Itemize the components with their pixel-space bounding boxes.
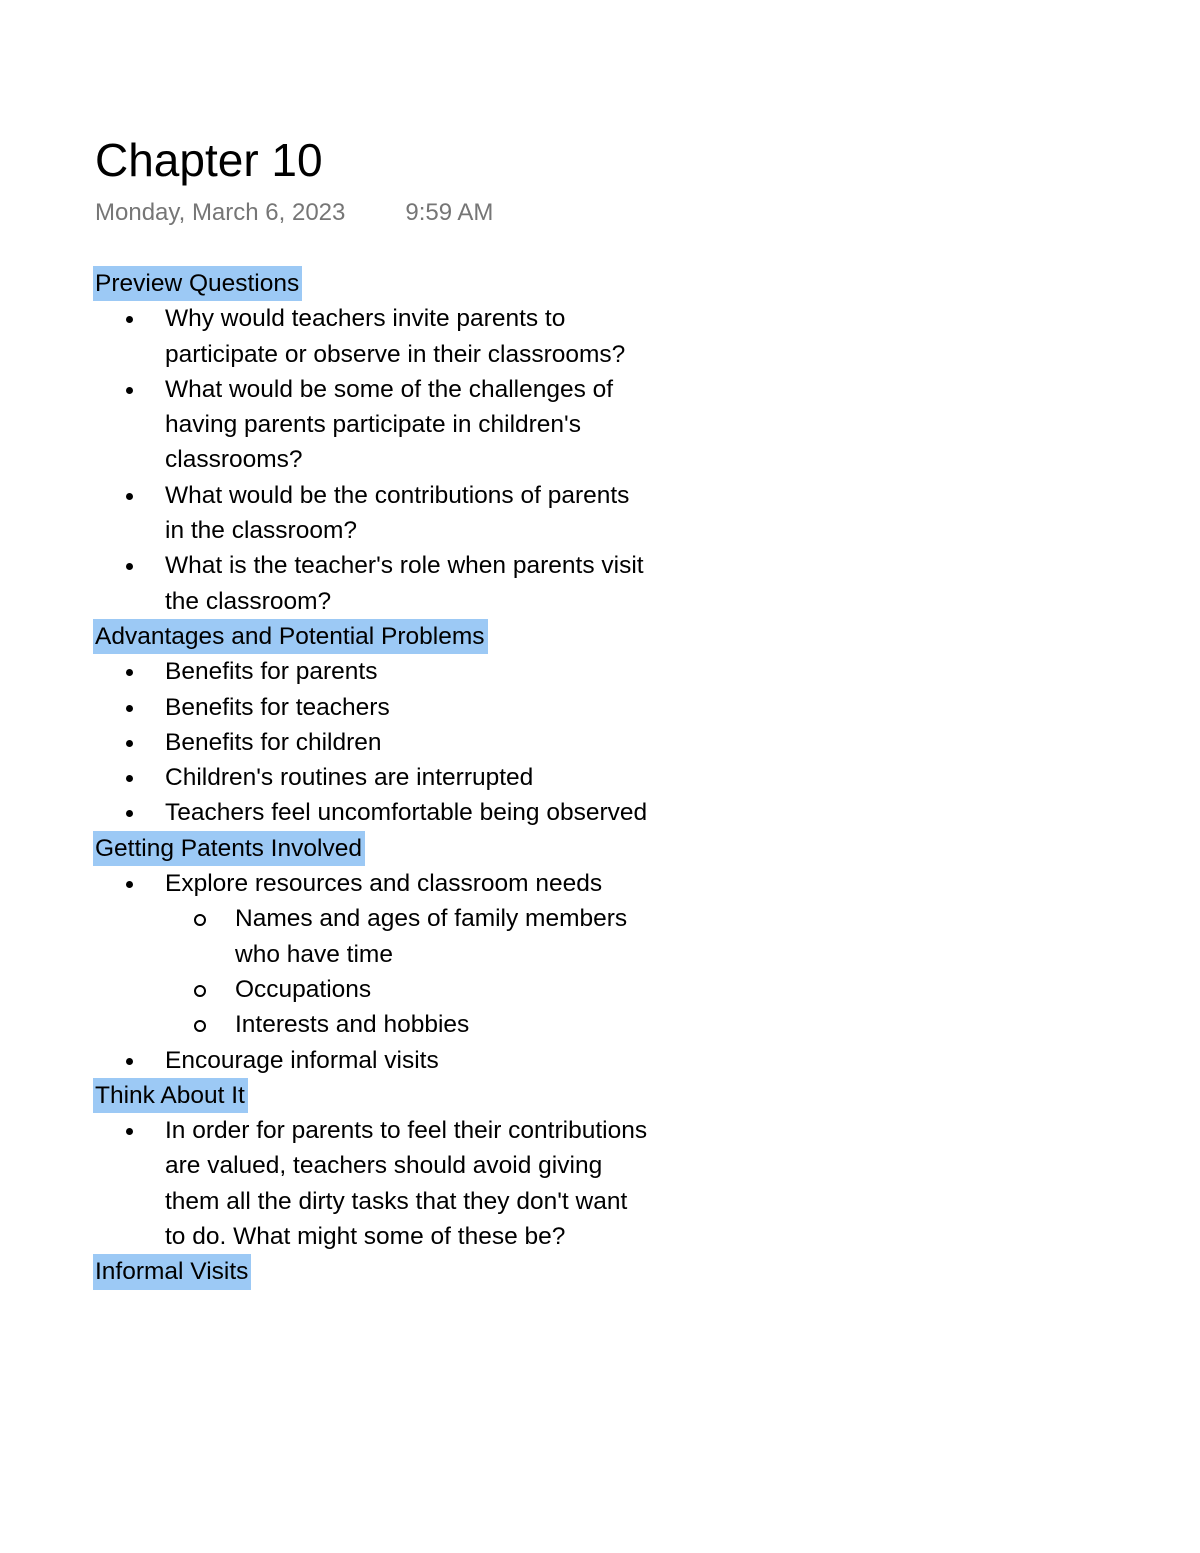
sub-list-wrapper [93,901,653,1042]
page-meta [95,198,493,228]
section-think-about-it [93,1078,653,1254]
list-item-text: Explore resources and classroom needs [165,870,603,898]
list-item [93,866,653,1042]
notes-content [93,266,653,1436]
bullet-list [93,654,653,830]
sub-bullet-list [165,901,653,1042]
section-heading: Think About It [93,1078,248,1113]
section-heading: Informal Visits [93,1254,251,1289]
section-heading: Getting Patents Involved [93,831,365,866]
list-item: Benefits for teachers [93,690,653,725]
sub-list-item: Interests and hobbies [165,1007,653,1042]
bullet-list [93,301,653,619]
section-heading: Advantages and Potential Problems [93,619,488,654]
list-item: In order for parents to feel their contributions are valued, teachers should avoid giving them all the dirty tasks that they don't want to do. What might some of these be? [93,1113,653,1254]
section-informal-visits [93,1254,653,1289]
list-item: What is the teacher's role when parents visit the classroom? [93,548,653,619]
list-item: What would be some of the challenges of having parents participate in children's classrooms? [93,372,653,478]
list-item: Benefits for children [93,725,653,760]
page-time: 9:59 AM [405,199,494,226]
list-item: Why would teachers invite parents to participate or observe in their classrooms? [93,301,653,372]
list-item: Teachers feel uncomfortable being observed [93,795,653,830]
section-heading: Preview Questions [93,266,302,301]
sub-list-item: Occupations [165,972,653,1007]
page-title: Chapter 10 [95,134,323,186]
list-item: Encourage informal visits [93,1043,653,1078]
page-date: Monday, March 6, 2023 [95,199,346,226]
bullet-list [93,1113,653,1254]
list-item: Benefits for parents [93,654,653,689]
sub-list-item: Names and ages of family members who have time [165,901,653,972]
bullet-list [93,866,653,1078]
list-item: Children's routines are interrupted [93,760,653,795]
list-item: What would be the contributions of parents in the classroom? [93,478,653,549]
section-advantages-problems [93,619,653,831]
section-getting-patents-involved [93,831,653,1078]
section-preview-questions [93,266,653,619]
